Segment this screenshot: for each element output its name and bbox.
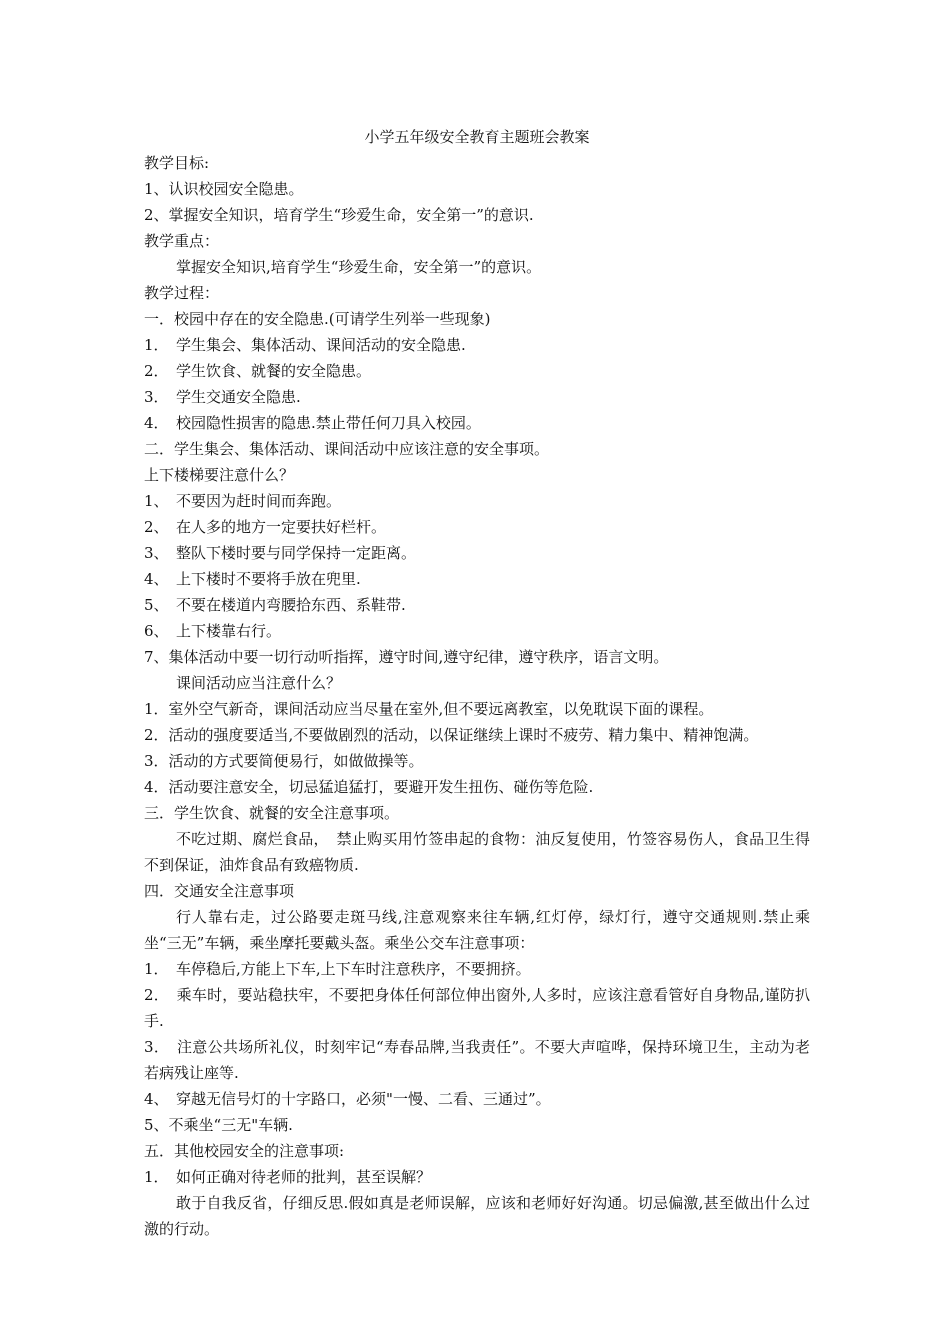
document-lines bbox=[144, 150, 810, 1242]
document-line: 1、认识校园安全隐患。 bbox=[144, 180, 304, 198]
document-line: 课间活动应当注意什么？ bbox=[176, 674, 342, 692]
document-line: 4、 上下楼时不要将手放在兜里. bbox=[144, 570, 361, 588]
document-line: 6、 上下楼靠右行。 bbox=[144, 622, 282, 640]
document-line: 4．活动要注意安全，切忌猛追猛打，要避开发生扭伤、碰伤等危险. bbox=[144, 778, 594, 796]
document-title: 小学五年级安全教育主题班会教案 bbox=[364, 128, 590, 146]
document-body bbox=[144, 124, 810, 1242]
document-line: 一．校园中存在的安全隐患.(可请学生列举一些现象) bbox=[144, 310, 491, 328]
document-line: 2、 在人多的地方一定要扶好栏杆。 bbox=[144, 518, 387, 536]
document-line: 5、 不要在楼道内弯腰拾东西、系鞋带. bbox=[144, 596, 406, 614]
document-line: 2． 乘车时，要站稳扶牢，不要把身体任何部位伸出窗外,人多时，应该注意看管好自身物品,谨防扒手. bbox=[144, 986, 810, 1030]
document-line: 4、 穿越无信号灯的十字路口，必须"一慢、二看、三通过”。 bbox=[144, 1090, 551, 1108]
document-line: 五．其他校园安全的注意事项: bbox=[144, 1142, 345, 1160]
document-line: 教学目标: bbox=[144, 154, 210, 172]
document-line: 2．活动的强度要适当,不要做剧烈的活动，以保证继续上课时不疲劳、精力集中、精神饱满。 bbox=[144, 726, 759, 744]
document-line: 3．活动的方式要简便易行，如做做操等。 bbox=[144, 752, 424, 770]
document-line: 掌握安全知识,培育学生“珍爱生命，安全第一”的意识。 bbox=[176, 258, 542, 276]
document-line: 7、集体活动中要一切行动听指挥，遵守时间,遵守纪律，遵守秩序，语言文明。 bbox=[144, 648, 669, 666]
document-line: 不吃过期、腐烂食品， 禁止购买用竹签串起的食物：油反复使用，竹签容易伤人，食品卫生得不到保证，油炸食品有致癌物质. bbox=[144, 830, 810, 874]
document-line: 教学重点： bbox=[144, 232, 220, 250]
document-line: 敢于自我反省，仔细反思.假如真是老师误解，应该和老师好好沟通。切忌偏激,甚至做出什么过激的行动。 bbox=[144, 1194, 810, 1238]
document-line: 1． 学生集会、集体活动、课间活动的安全隐患. bbox=[144, 336, 466, 354]
document-line: 3、 整队下楼时要与同学保持一定距离。 bbox=[144, 544, 417, 562]
document-line: 教学过程： bbox=[144, 284, 220, 302]
document-line: 四．交通安全注意事项 bbox=[144, 882, 295, 900]
document-line: 1．室外空气新奇，课间活动应当尽量在室外,但不要远离教室，以免耽误下面的课程。 bbox=[144, 700, 714, 718]
document-line: 1． 如何正确对待老师的批判，甚至误解？ bbox=[144, 1168, 432, 1186]
document-line: 5、不乘坐“三无"车辆. bbox=[144, 1116, 293, 1134]
document-line: 行人靠右走，过公路要走斑马线,注意观察来往车辆,红灯停，绿灯行，遵守交通规则.禁止乘坐“三无”车辆，乘坐摩托要戴头盔。乘坐公交车注意事项： bbox=[144, 908, 810, 952]
document-line: 2． 学生饮食、就餐的安全隐患。 bbox=[144, 362, 372, 380]
document-line: 4． 校园隐性损害的隐患.禁止带任何刀具入校园。 bbox=[144, 414, 481, 432]
document-line: 三．学生饮食、就餐的安全注意事项。 bbox=[144, 804, 400, 822]
document-line: 二．学生集会、集体活动、课间活动中应该注意的安全事项。 bbox=[144, 440, 550, 458]
document-line: 1． 车停稳后,方能上下车,上下车时注意秩序，不要拥挤。 bbox=[144, 960, 531, 978]
document-line: 3． 注意公共场所礼仪，时刻牢记“寿春品牌,当我责任”。不要大声喧哗，保持环境卫生，主动为老若病残让座等. bbox=[144, 1038, 810, 1082]
document-line: 2、掌握安全知识，培育学生“珍爱生命，安全第一”的意识. bbox=[144, 206, 534, 224]
document-line: 1、 不要因为赶时间而奔跑。 bbox=[144, 492, 342, 510]
document-line: 上下楼梯要注意什么？ bbox=[144, 466, 295, 484]
document-line: 3． 学生交通安全隐患. bbox=[144, 388, 301, 406]
